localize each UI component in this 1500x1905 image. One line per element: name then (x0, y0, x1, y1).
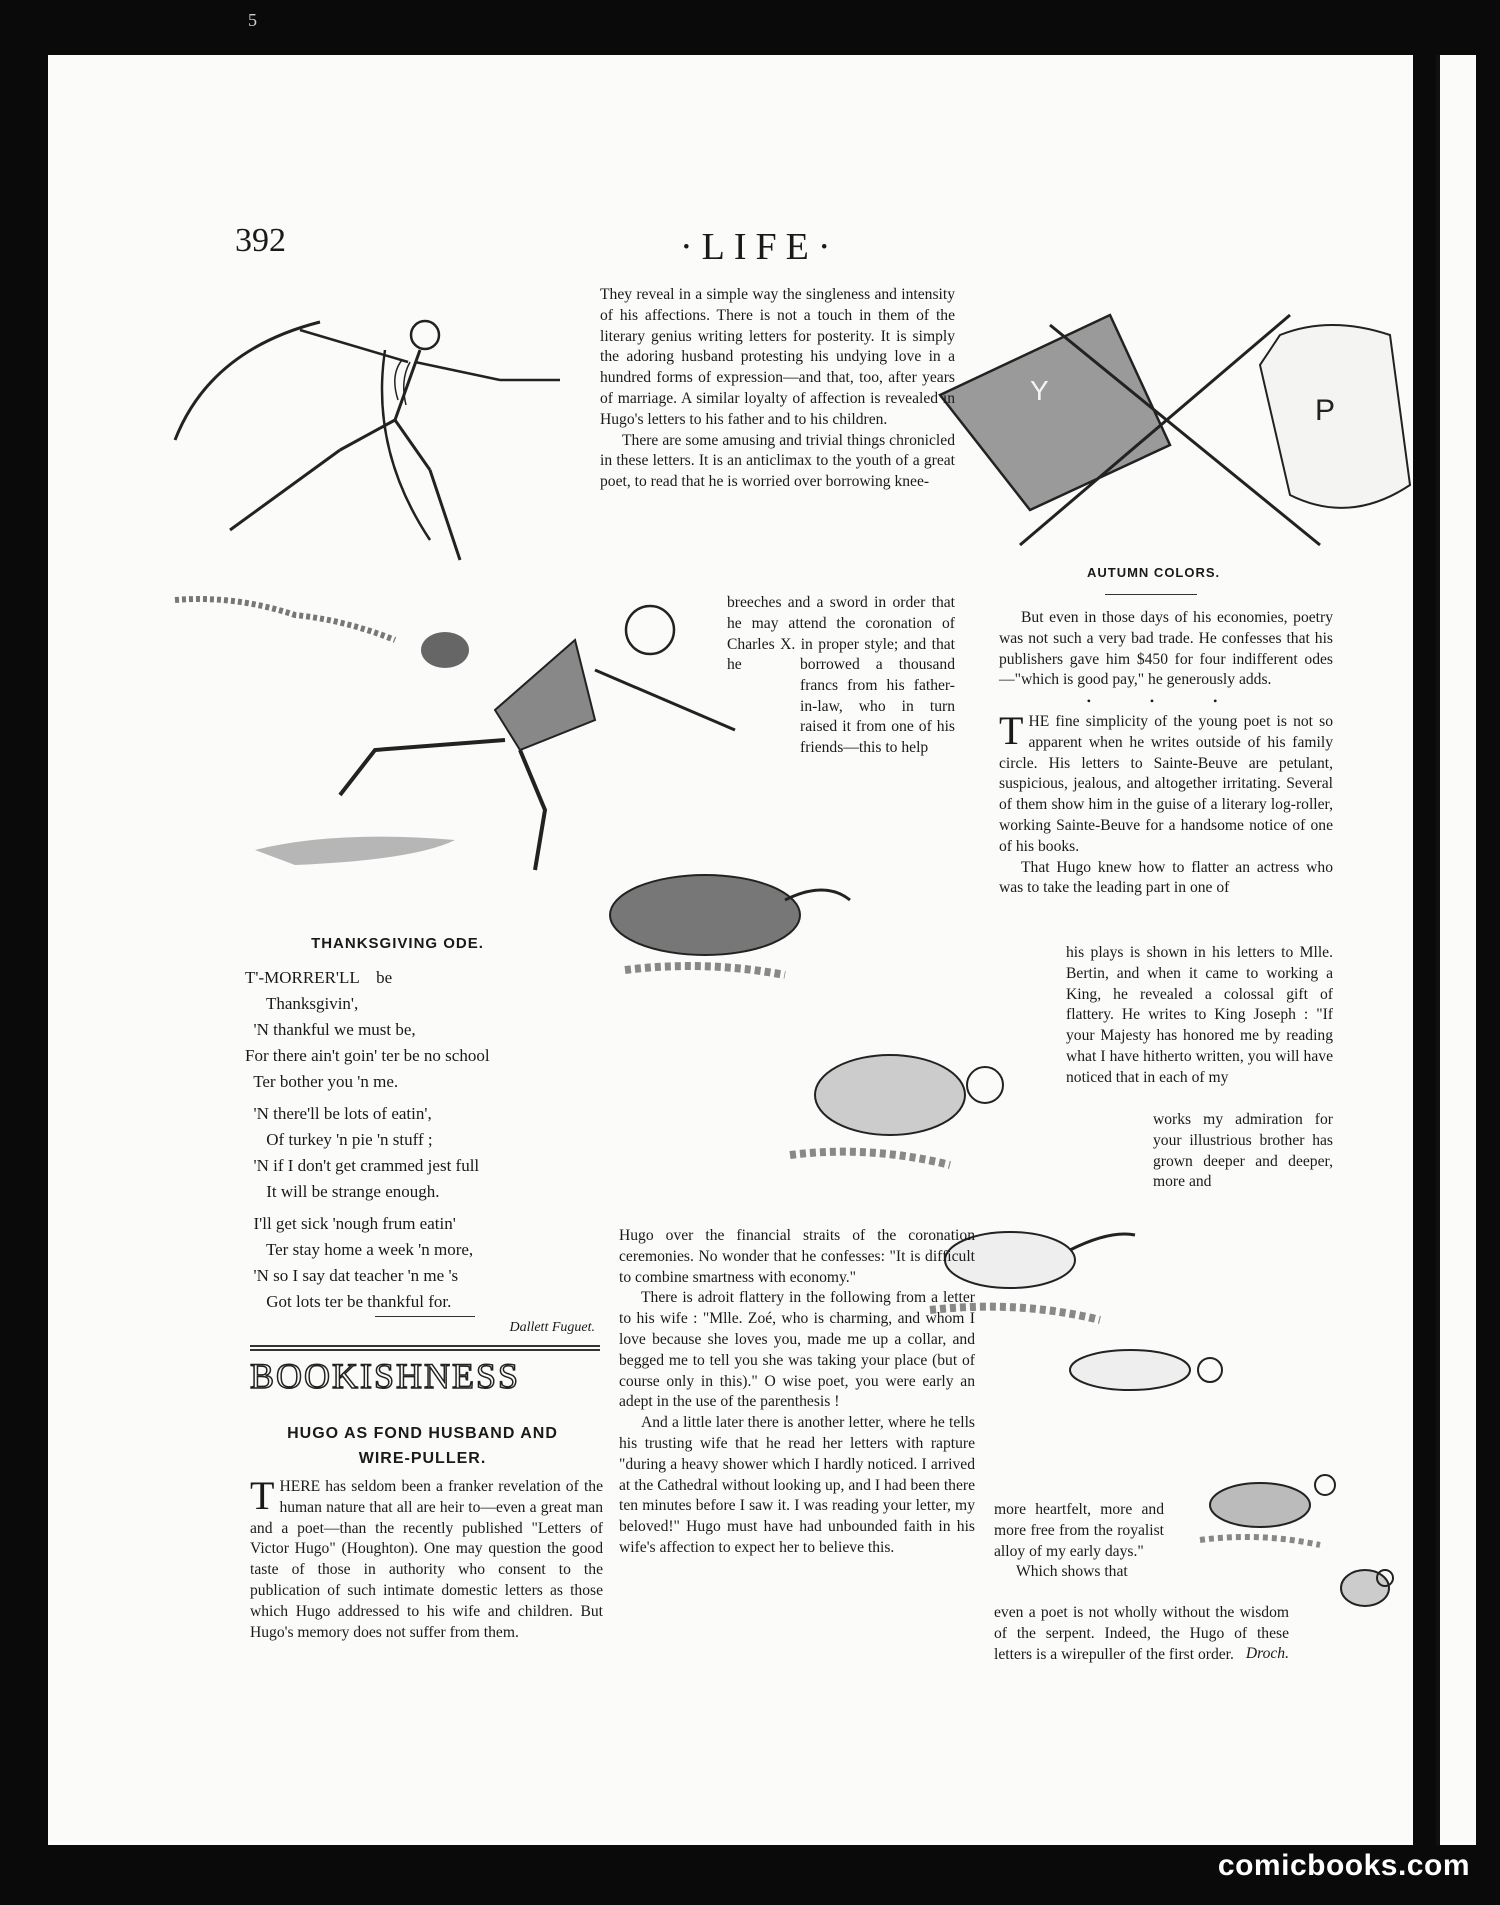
article-paragraph: Which shows that (1016, 1563, 1128, 1581)
poem-line: Got lots ter be thankful for. (245, 1292, 452, 1311)
poem-line: 'N thankful we must be, (245, 1020, 416, 1039)
quail-illustration (1190, 1460, 1350, 1550)
bookishness-logo-text: BOOKISHNESS (250, 1356, 521, 1396)
article-col-2 (619, 1226, 975, 1559)
article-paragraph: more heartfelt, more and more free from the royalist alloy of my early days." (994, 1501, 1164, 1560)
bookishness-logo (250, 1345, 600, 1406)
duck-illustration (1050, 1330, 1250, 1410)
flag-left-letter: Y (1030, 375, 1049, 406)
article-col-3b (1066, 943, 1333, 1089)
section-dots: • • • (1086, 694, 1246, 709)
poem-line: 'N there'll be lots of eatin', (245, 1104, 432, 1123)
article-col-3 (999, 608, 1333, 899)
article-paragraph: They reveal in a simple way the singleness and intensity of his affections. There is not a touch in them of the literary genius writing letters for posterity. It is simply the adoring husband protesting his undying love in a hundred forms of expression—and that, too, after years of marriage. A similar loyalty of affection is revealed in Hugo's letters to his father and to his children. (600, 286, 955, 428)
article-paragraph: Hugo over the financial straits of the coronation ceremonies. No wonder that he confesses: "It is difficult to combine smartness with economy." (619, 1227, 975, 1286)
flags-caption: AUTUMN COLORS. (1087, 565, 1221, 580)
poem-line: Thanksgivin', (245, 994, 359, 1013)
poem-title: THANKSGIVING ODE. (311, 935, 484, 952)
poem-signature: Dallett Fuguet. (509, 1320, 595, 1335)
article-col-4b (994, 1603, 1289, 1665)
article-top-middle (600, 285, 955, 493)
running-man-illustration (175, 580, 755, 880)
article-paragraph: There are some amusing and trivial things chronicled in these letters. It is an anticlimax to the youth of a great poet, to read that he is worried over borrowing knee- (600, 431, 955, 491)
article-paragraph: HE fine simplicity of the young poet is not so apparent when he writes outside of his family circle. His letters to Sainte-Beuve are petulant, suspicious, jealous, and altogether irritating. Several of them show him in the guise of a literary log-roller, working Sainte-Beuve for a handsome notice of one of his books. (999, 712, 1333, 855)
drop-cap: T (999, 707, 1024, 753)
poem-line: 'N so I say dat teacher 'n me 's (245, 1266, 459, 1285)
article-paragraph: borrowed a thousand francs from his father-in-law, who in turn raised it from one of his friends—this to help (800, 656, 955, 757)
article-paragraph: And a little later there is another letter, where he tells his trusting wife that he read her letters with rapture "during a heavy shower which I hardly noticed. I arrived at the Cathedral without looking up, and I had been there ten minutes before I saw it. I was reading your letter, my beloved!" Hugo must have had unbounded faith in his wife's affection to expect her to believe this. (619, 1414, 975, 1556)
poem-line: Ter stay home a week 'n more, (245, 1240, 474, 1259)
poem-line: I'll get sick 'nough frum eatin' (245, 1214, 456, 1233)
article-col-4 (994, 1500, 1164, 1583)
article-col-3c (1153, 1110, 1333, 1193)
corner-mark: 5 (248, 10, 257, 30)
rooster-illustration (770, 1030, 1020, 1180)
page-gutter (1436, 55, 1440, 1845)
poem-body (245, 965, 595, 1341)
article-title-line1: HUGO AS FOND HUSBAND AND (287, 1425, 558, 1442)
poem-line: Ter bother you 'n me. (245, 1072, 399, 1091)
article-paragraph: But even in those days of his economies, poetry was not such a very bad trade. He confesses that his publishers gave him $450 for four indifferent odes—"which is good pay," he generously adds. (999, 609, 1333, 689)
drop-cap: T (250, 1473, 275, 1518)
article-title-line2: WIRE-PULLER. (358, 1450, 487, 1467)
flags-illustration (930, 295, 1410, 565)
poem-line: T'-MORRER'LL be (245, 968, 393, 987)
poem-line: Of turkey 'n pie 'n stuff ; (245, 1130, 433, 1149)
turkey-illustration (585, 860, 925, 1000)
watermark: comicbooks.com (1217, 1849, 1470, 1882)
chick-illustration (1335, 1560, 1405, 1620)
facing-page-edge (1436, 55, 1476, 1845)
page-number: 392 (235, 222, 286, 259)
skeleton-illustration (170, 300, 570, 570)
article-signature: Droch. (1245, 1645, 1289, 1663)
poem-line: 'N if I don't get crammed jest full (245, 1156, 480, 1175)
article-paragraph: There is adroit flattery in the following from a letter to his wife : "Mlle. Zoé, who is charming, and whom I love because she loves you, made me up a collar, and begged me to tell you she was taking your place (but of course only in this)." O wise poet, you were early an adept in the use of the parenthesis ! (619, 1289, 975, 1411)
poem-line: For there ain't goin' ter be no school (245, 1046, 490, 1065)
flags-caption-rule (1105, 594, 1197, 595)
poem-line: It will be strange enough. (245, 1182, 440, 1201)
article-paragraph: works my admiration for your illustrious brother has grown deeper and deeper, more and (1153, 1111, 1333, 1191)
article-top-middle-c (800, 655, 955, 759)
masthead: ·LIFE· (680, 226, 840, 268)
flag-right-letter: P (1315, 394, 1336, 427)
article-col-1 (250, 1473, 603, 1643)
article-paragraph: even a poet is not wholly without the wisdom of the serpent. Indeed, the Hugo of these letters is a wirepuller of the first order. (994, 1604, 1289, 1663)
article-paragraph: HERE has seldom been a franker revelation of the human nature that all are heir to—even a great man and a poet—than the recently published "Letters of Victor Hugo" (Houghton). One may question the good taste of those in authority who consent to the publication of such intimate domestic letters as those which Hugo addressed to his wife and children. But Hugo's memory does not suffer from them. (250, 1478, 603, 1641)
article-paragraph: breeches and a sword in order that he may attend the coronation of Charles X. in proper style; and that he (727, 594, 955, 674)
article-paragraph: his plays is shown in his letters to Mlle. Bertin, and when it came to working a King, he revealed a colossal gift of flattery. He writes to King Joseph : "If your Majesty has honored me by reading what I have hitherto written, you will have noticed that in each of my (1066, 944, 1333, 1086)
poem-rule (375, 1316, 475, 1317)
article-paragraph: That Hugo knew how to flatter an actress who was to take the leading part in one of (999, 858, 1333, 897)
